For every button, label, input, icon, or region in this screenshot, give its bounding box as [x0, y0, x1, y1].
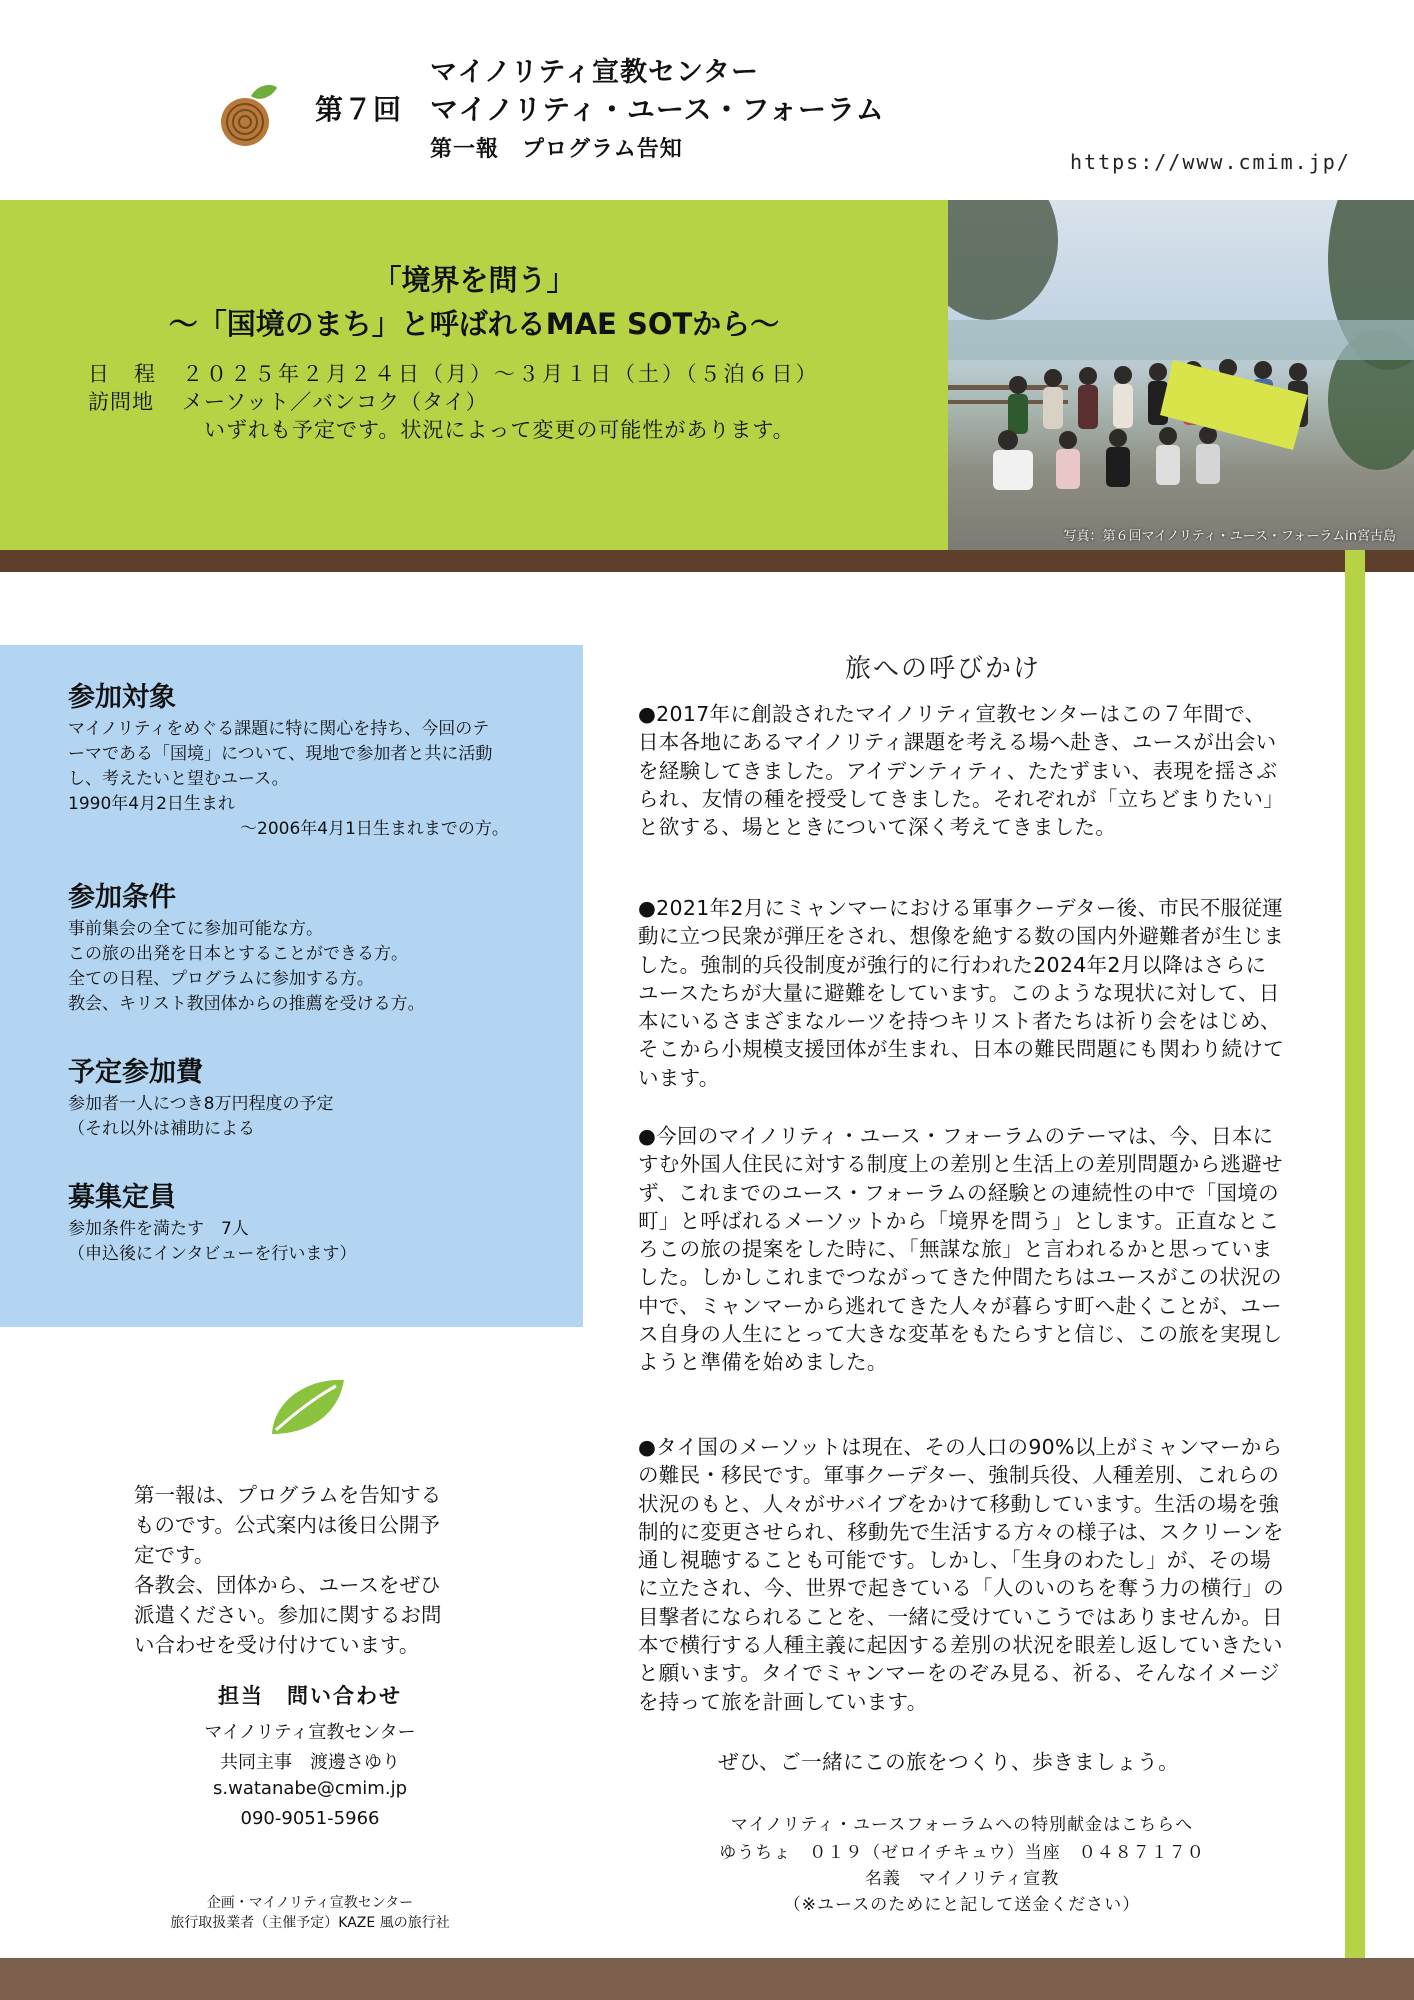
conditions-text: 事前集会の全てに参加可能な方。 この旅の出発を日本とすることができる方。 全ての日程、プログラムに参加する方。 教会、キリスト教団体からの推薦を受ける方。: [68, 919, 425, 1014]
contact-title: 担当 問い合わせ: [218, 1684, 402, 1708]
org-logo: [205, 78, 283, 156]
contact-phone[interactable]: 090-9051-5966: [240, 1808, 380, 1829]
call-closing: ぜひ、ご一緒にこの旅をつくり、歩きましょう。: [718, 1750, 1180, 1774]
group-photo: [948, 200, 1414, 550]
contact-email[interactable]: s.watanabe@cmim.jp: [213, 1778, 407, 1799]
leaf-icon: [268, 1376, 346, 1436]
fee-title: 予定参加費: [68, 1057, 203, 1088]
call-paragraph-1: ●2017年に創設されたマイノリティ宣教センターはこの７年間で、日本各地にあるマイノリティ課題を考える場へ赴き、ユースが出会いを経験してきました。アイデンティティ、たたずまい、表現を揺さぶられ、友情の種を授受してきました。それぞれが「立ちどまりたい」と欲する、場とときについて深く考えてきました。: [638, 702, 1285, 840]
first-report-note: 第一報は、プログラムを告知する ものです。公式案内は後日公開予 定です。 各教会、団体から、ユースをぜひ 派遣ください。参加に関するお問 い合わせを受け付けています。: [134, 1483, 442, 1657]
capacity-title: 募集定員: [68, 1182, 176, 1213]
call-paragraph-3: ●今回のマイノリティ・ユース・フォーラムのテーマは、今、日本にすむ外国人住民に対する制度上の差別と生活上の差別問題から逃避せず、これまでのユース・フォーラムの経験との連続性の中で「国境の町」と呼ばれるメーソットから「境界を問う」とします。正直なところこの旅の提案をした時に、「無謀な旅」と言われるかと思っていました。しかしこれまでつながってきた仲間たちはユースがこの状況の中で、ミャンマーから逃れてきた人々が暮らす町へ赴くことが、ユース自身の人生にとって大きな変革をもたらすと信じ、この旅を実現しようと準備を始めました。: [638, 1124, 1283, 1375]
place-label: 訪問地: [88, 390, 154, 414]
divider-stripe: [0, 550, 1414, 572]
contact-person: 共同主事 渡邊さゆり: [220, 1752, 400, 1773]
organizer-line: 企画・マイノリティ宣教センター: [206, 1895, 414, 1911]
footer-stripe: [0, 1958, 1414, 2000]
schedule-value: ２０２５年２月２４日（月）～３月１日（土）（５泊６日）: [182, 362, 820, 386]
header-forum-name: マイノリティ・ユース・フォーラム: [430, 93, 885, 126]
website-url[interactable]: https://www.cmim.jp/: [1070, 150, 1351, 174]
call-paragraph-4: ●タイ国のメーソットは現在、その人口の90%以上がミャンマーからの難民・移民です。軍事クーデター、強制兵役、人種差別、これらの状況のもと、人々がサバイブをかけて移動しています。生活の場を強制的に変更させられ、移動先で生活する方々の様子は、スクリーンを通し視聴することも可能です。しかし、「生身のわたし」が、その場に立たされ、今、世界で起きている「人のいのちを奪う力の横行」の目撃者になられることを、一緒に受けていこうではありませんか。日本で横行する人種主義に起因する差別の状況を眼差し返していきたいと願います。タイでミャンマーをのぞみ見る、祈る、そんなイメージを持って旅を計画しています。: [638, 1435, 1285, 1714]
donation-holder: 名義 マイノリティ宣教: [864, 1869, 1060, 1889]
fee-text: 参加者一人につき8万円程度の予定 （それ以外は補助による: [68, 1094, 334, 1139]
photo-caption: 写真：第６回マイノリティ・ユース・フォーラムin宮古島: [1063, 529, 1396, 544]
target-title: 参加対象: [68, 682, 176, 713]
header-edition: 第７回: [315, 93, 403, 126]
donation-account: ゆうちょ ０１９（ゼロイチキュウ）当座 ０４８７１７０: [719, 1843, 1205, 1863]
capacity-text: 参加条件を満たす 7人 （申込後にインタビューを行います）: [68, 1219, 357, 1264]
theme-subtitle: ～「国境のまち」と呼ばれるMAE SOTから～: [168, 307, 780, 341]
contact-org: マイノリティ宣教センター: [204, 1722, 416, 1743]
vertical-accent-stripe: [1345, 550, 1365, 2000]
header-notice: 第一報 プログラム告知: [430, 137, 683, 162]
header-org-name: マイノリティ宣教センター: [430, 57, 759, 88]
call-title: 旅への呼びかけ: [845, 654, 1042, 684]
donation-heading: マイノリティ・ユースフォーラムへの特別献金はこちらへ: [730, 1815, 1194, 1835]
schedule-note: いずれも予定です。状況によって変更の可能性があります。: [204, 418, 795, 442]
call-paragraph-2: ●2021年2月にミャンマーにおける軍事クーデター後、市民不服従運動に立つ民衆が弾圧をされ、想像を絶する数の国内外避難者が生じました。強制的兵役制度が強行的に行われた2024年2月以降はさらにユースたちが大量に避難をしています。このような現状に対して、日本にいるさまざまなルーツを持つキリスト者たちは祈り会をはじめ、そこから小規模支援団体が生まれ、日本の難民問題にも関わり続けています。: [638, 896, 1285, 1090]
donation-note: （※ユースのためにと記して送金ください）: [783, 1895, 1141, 1915]
schedule-label: 日 程: [88, 362, 157, 386]
target-text: マイノリティをめぐる課題に特に関心を持ち、今回のテ ーマである「国境」について、現地で参加者と共に活動 し、考えたいと望むユース。 1990年4月2日生まれ: [68, 719, 493, 814]
place-value: メーソット／バンコク（タイ）: [182, 390, 488, 414]
theme-title: 「境界を問う」: [372, 263, 576, 297]
travel-agency-line: 旅行取扱業者（主催予定）KAZE 風の旅行社: [170, 1915, 450, 1931]
target-range: ～2006年4月1日生まれまでの方。: [240, 819, 509, 839]
conditions-title: 参加条件: [68, 882, 176, 913]
